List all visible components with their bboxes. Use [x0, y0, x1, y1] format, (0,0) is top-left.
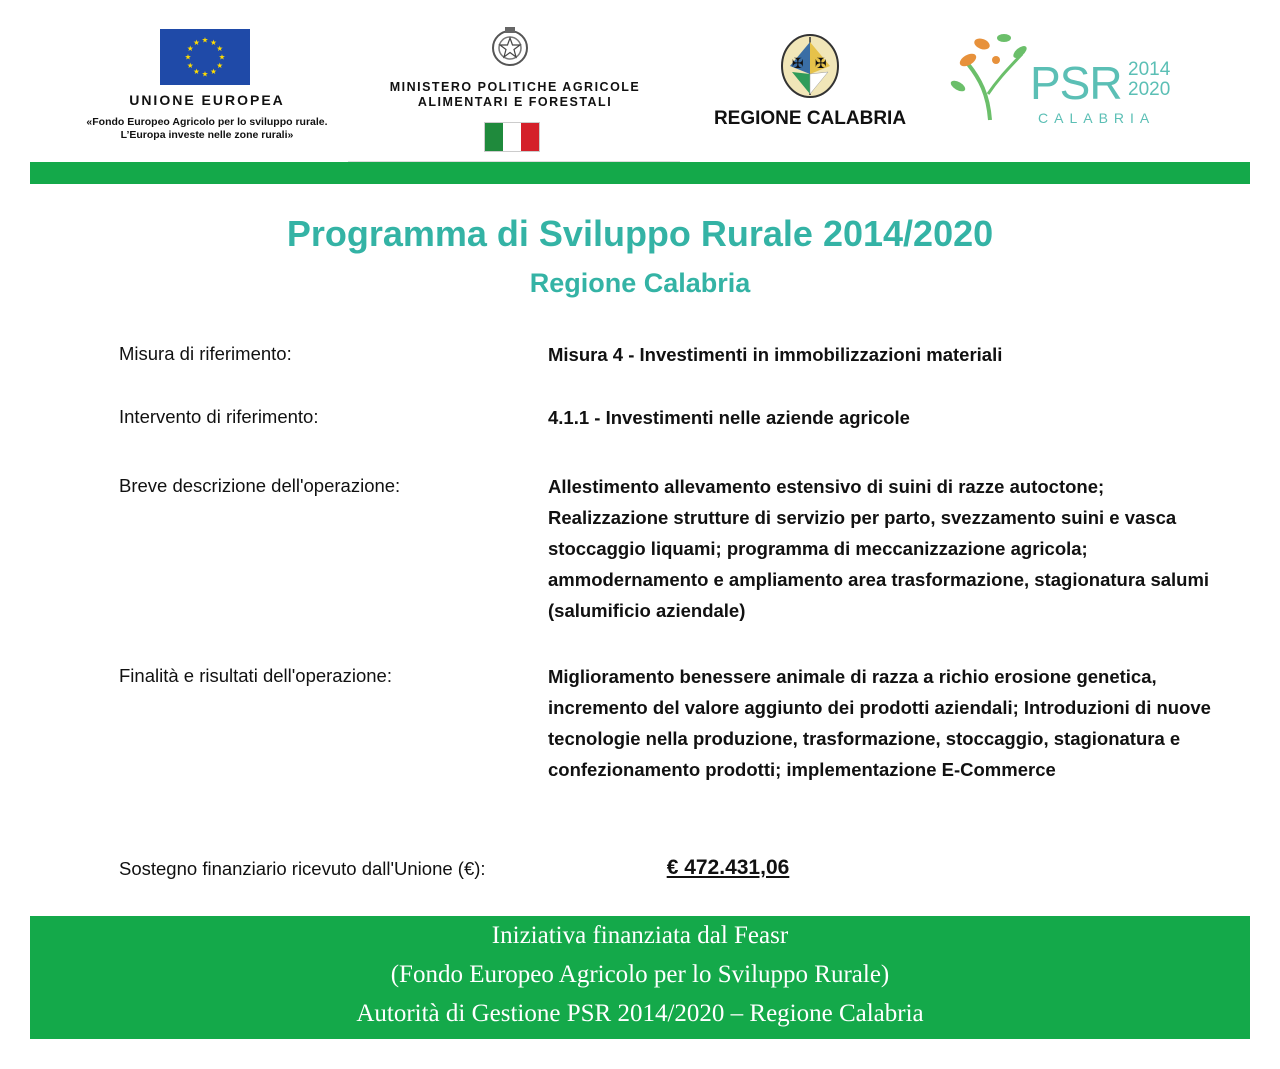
- psr-year-end: 2020: [1128, 79, 1171, 100]
- eu-star-icon: ★: [201, 35, 209, 45]
- descrizione-label: Breve descrizione dell'operazione:: [119, 475, 401, 496]
- descrizione-line: ammodernamento e ampliamento area trasformazione, stagionatura salumi: [548, 569, 1210, 590]
- svg-text:✠: ✠: [815, 56, 827, 72]
- eu-star-icon: ★: [210, 67, 217, 77]
- eu-logo-subtitle: [62, 116, 352, 142]
- flag-band-green: [485, 123, 503, 151]
- sostegno-label: Sostegno finanziario ricevuto dall'Unione (€):: [119, 858, 486, 879]
- descrizione-line: Allestimento allevamento estensivo di suini di razze autoctone;: [548, 476, 1105, 497]
- header-green-bar: [30, 162, 1250, 184]
- italian-emblem-icon: [488, 25, 532, 69]
- footer-line1: Iniziativa finanziata dal Feasr: [491, 922, 789, 949]
- psr-leaves-icon: [950, 24, 1030, 124]
- psr-logo-name: PSR: [1030, 57, 1122, 109]
- finalita-line: incremento del valore aggiunto dei prodotti aziendali; Introduzioni di nuove: [548, 697, 1211, 718]
- ministry-logo-text: [350, 80, 680, 110]
- footer-line3: Autorità di Gestione PSR 2014/2020 – Regione Calabria: [356, 1000, 924, 1027]
- eu-star-icon: ★: [193, 67, 200, 77]
- descrizione-line: (salumificio aziendale): [548, 600, 746, 621]
- psr-logo-region: CALABRIA: [1038, 110, 1156, 126]
- eu-flag-logo: [160, 29, 250, 85]
- page-title: Programma di Sviluppo Rurale 2014/2020: [286, 213, 994, 254]
- eu-star-icon: ★: [184, 52, 192, 62]
- finalita-line: Miglioramento benessere animale di razza a richio erosione genetica,: [548, 666, 1157, 687]
- ministry-line2: ALIMENTARI E FORESTALI: [417, 95, 613, 109]
- misura-value: Misura 4 - Investimenti in immobilizzazioni materiali: [548, 344, 1003, 365]
- eu-star-icon: ★: [216, 44, 224, 53]
- eu-logo-title: UNIONE EUROPEA: [129, 92, 285, 108]
- italian-flag-icon: [484, 122, 540, 152]
- finalita-label: Finalità e risultati dell'operazione:: [119, 665, 392, 686]
- footer-banner: [30, 916, 1250, 1039]
- flag-band-white: [503, 123, 521, 151]
- calabria-crest-icon: [778, 34, 842, 102]
- eu-star-icon: ★: [218, 52, 226, 62]
- eu-star-icon: ★: [193, 37, 200, 47]
- svg-text:✠: ✠: [792, 56, 804, 72]
- eu-star-icon: ★: [210, 37, 217, 47]
- descrizione-line: Realizzazione strutture di servizio per parto, svezzamento suini e vasca: [548, 507, 1177, 528]
- eu-subtitle-line2: L’Europa investe nelle zone rurali»: [120, 129, 294, 141]
- intervento-value: 4.1.1 - Investimenti nelle aziende agricole: [548, 407, 910, 428]
- eu-star-icon: ★: [201, 69, 209, 79]
- finalita-line: confezionamento prodotti; implementazione E-Commerce: [548, 759, 1056, 780]
- flag-band-red: [521, 123, 539, 151]
- eu-star-icon: ★: [216, 61, 224, 70]
- finalita-value: [548, 661, 1260, 785]
- finalita-line: tecnologie nella produzione, trasformazione, stoccaggio, stagionatura e: [548, 728, 1181, 749]
- ministry-line1: MINISTERO POLITICHE AGRICOLE: [389, 80, 641, 94]
- psr-logo-years: [1128, 60, 1170, 100]
- page-subtitle: Regione Calabria: [529, 268, 751, 298]
- footer-line2: (Fondo Europeo Agricolo per lo Sviluppo Rurale): [390, 961, 890, 988]
- descrizione-value: [548, 471, 1260, 626]
- eu-stars-icon: [160, 29, 250, 85]
- misura-label: Misura di riferimento:: [119, 343, 292, 364]
- eu-star-icon: ★: [186, 44, 194, 53]
- sostegno-amount: € 472.431,06: [666, 856, 790, 879]
- regione-calabria-logo-text: REGIONE CALABRIA: [713, 108, 907, 129]
- psr-year-start: 2014: [1128, 59, 1171, 80]
- descrizione-line: stoccaggio liquami; programma di meccanizzazione agricola;: [548, 538, 1088, 559]
- eu-star-icon: ★: [186, 61, 194, 70]
- eu-subtitle-line1: «Fondo Europeo Agricolo per lo sviluppo rurale.: [86, 116, 328, 128]
- intervento-label: Intervento di riferimento:: [119, 406, 319, 427]
